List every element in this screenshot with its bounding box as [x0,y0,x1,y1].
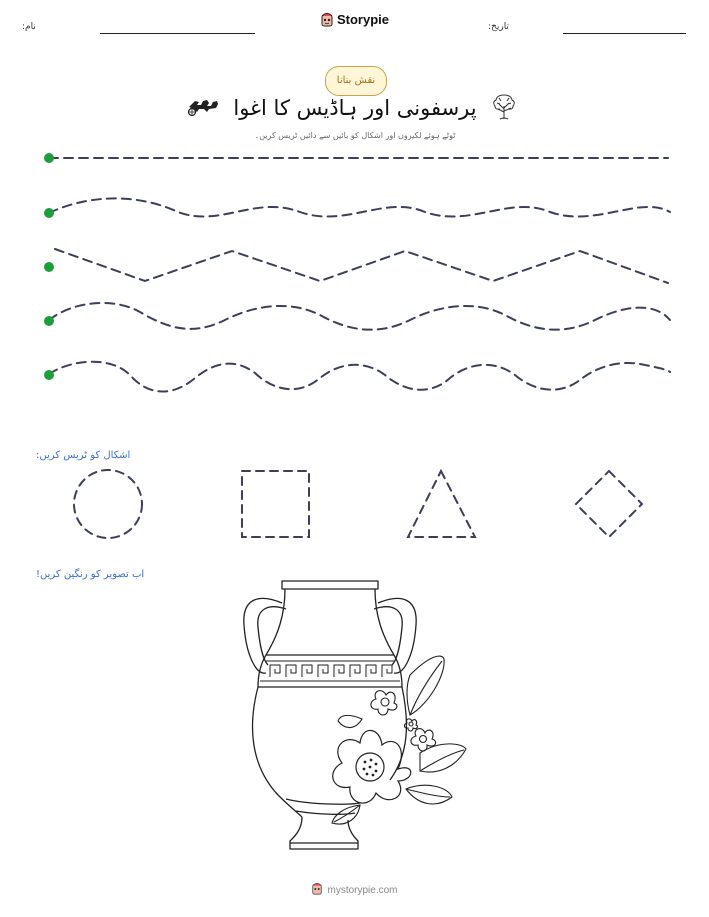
start-dot [44,262,54,272]
trace-shape-circle[interactable] [74,470,142,538]
activity-badge: نقش بنانا [325,66,387,96]
trace-shape-square[interactable] [242,471,309,537]
footer [0,882,709,896]
tracing-shapes [0,465,709,545]
brand-name: Storypie [336,12,389,27]
start-dot [44,153,54,163]
footer-url[interactable]: mystorypie.com [327,885,398,896]
shapes-label: اشکال کو ٹریس کریں: [36,450,131,461]
storypie-logo-icon [320,12,334,28]
name-line[interactable] [100,33,255,34]
trace-shape-diamond[interactable] [576,471,642,537]
name-label: نام: [22,22,36,32]
tracing-lines [0,140,709,400]
tree-icon [491,92,517,120]
trace-line-wave-3[interactable] [49,362,670,392]
page-title: پرسفونی اور ہاڈیس کا اغوا [233,96,477,120]
start-dot [44,208,54,218]
start-dot [44,370,54,380]
trace-line-wave-1[interactable] [49,198,670,216]
amphora-illustration[interactable] [230,575,480,860]
trace-shape-triangle[interactable] [408,471,475,537]
trace-line-wave-2[interactable] [49,303,670,330]
instructions: ٹوٹے ہوئے لکیروں اور اشکال کو بائیں سے دائیں ٹریس کریں۔ [254,131,456,140]
coloring-label: اب تصویر کو رنگین کریں! [36,569,145,580]
brand [0,12,709,28]
start-dot [44,316,54,326]
date-line[interactable] [563,33,686,34]
trace-line-zigzag[interactable] [55,249,668,283]
date-label: تاریخ: [488,22,509,32]
storypie-logo-icon [311,882,323,896]
